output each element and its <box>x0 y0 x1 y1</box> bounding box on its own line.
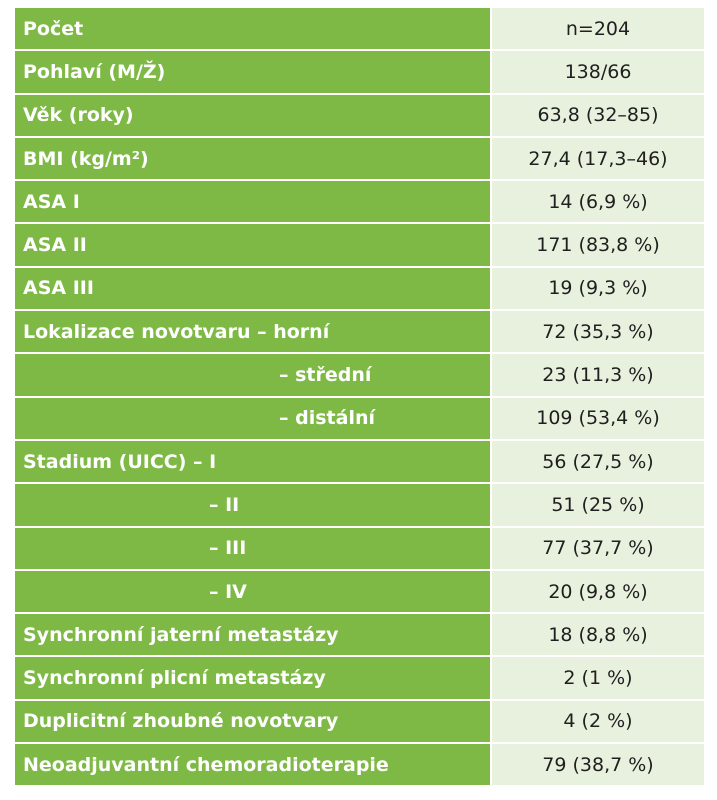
row-label: – III <box>15 528 490 569</box>
row-value: 27,4 (17,3–46) <box>492 138 704 179</box>
table-row <box>15 657 704 698</box>
row-value: 171 (83,8 %) <box>492 224 704 265</box>
row-value: 109 (53,4 %) <box>492 398 704 439</box>
row-value: 51 (25 %) <box>492 484 704 525</box>
table-row <box>15 311 704 352</box>
row-label: BMI (kg/m²) <box>15 138 490 179</box>
row-value: n=204 <box>492 8 704 49</box>
table-row <box>15 181 704 222</box>
table-row <box>15 484 704 525</box>
row-label: ASA I <box>15 181 490 222</box>
row-value: 18 (8,8 %) <box>492 614 704 655</box>
row-label: Věk (roky) <box>15 95 490 136</box>
patient-characteristics-table <box>13 6 706 787</box>
table-row <box>15 744 704 785</box>
table-row <box>15 8 704 49</box>
row-value: 72 (35,3 %) <box>492 311 704 352</box>
row-label: Synchronní plicní metastázy <box>15 657 490 698</box>
row-label: ASA III <box>15 268 490 309</box>
row-label: Synchronní jaterní metastázy <box>15 614 490 655</box>
row-value: 14 (6,9 %) <box>492 181 704 222</box>
table-row <box>15 614 704 655</box>
table-row <box>15 441 704 482</box>
table-row <box>15 571 704 612</box>
row-value: 56 (27,5 %) <box>492 441 704 482</box>
row-label: Pohlaví (M/Ž) <box>15 51 490 92</box>
table-row <box>15 95 704 136</box>
patient-characteristics-table-container <box>13 6 704 786</box>
row-label: ASA II <box>15 224 490 265</box>
row-label: – distální <box>15 398 490 439</box>
row-value: 20 (9,8 %) <box>492 571 704 612</box>
table-row <box>15 354 704 395</box>
table-row <box>15 701 704 742</box>
row-label: Lokalizace novotvaru – horní <box>15 311 490 352</box>
row-label: Neoadjuvantní chemoradioterapie <box>15 744 490 785</box>
row-value: 77 (37,7 %) <box>492 528 704 569</box>
row-value: 63,8 (32–85) <box>492 95 704 136</box>
row-value: 79 (38,7 %) <box>492 744 704 785</box>
table-row <box>15 528 704 569</box>
table-row <box>15 398 704 439</box>
row-label: Stadium (UICC) – I <box>15 441 490 482</box>
row-label: – střední <box>15 354 490 395</box>
row-value: 2 (1 %) <box>492 657 704 698</box>
row-label: – IV <box>15 571 490 612</box>
table-row <box>15 51 704 92</box>
row-value: 19 (9,3 %) <box>492 268 704 309</box>
table-body <box>15 8 704 785</box>
row-value: 4 (2 %) <box>492 701 704 742</box>
row-value: 23 (11,3 %) <box>492 354 704 395</box>
table-row <box>15 224 704 265</box>
row-value: 138/66 <box>492 51 704 92</box>
row-label: Duplicitní zhoubné novotvary <box>15 701 490 742</box>
row-label: Počet <box>15 8 490 49</box>
table-row <box>15 268 704 309</box>
table-row <box>15 138 704 179</box>
row-label: – II <box>15 484 490 525</box>
